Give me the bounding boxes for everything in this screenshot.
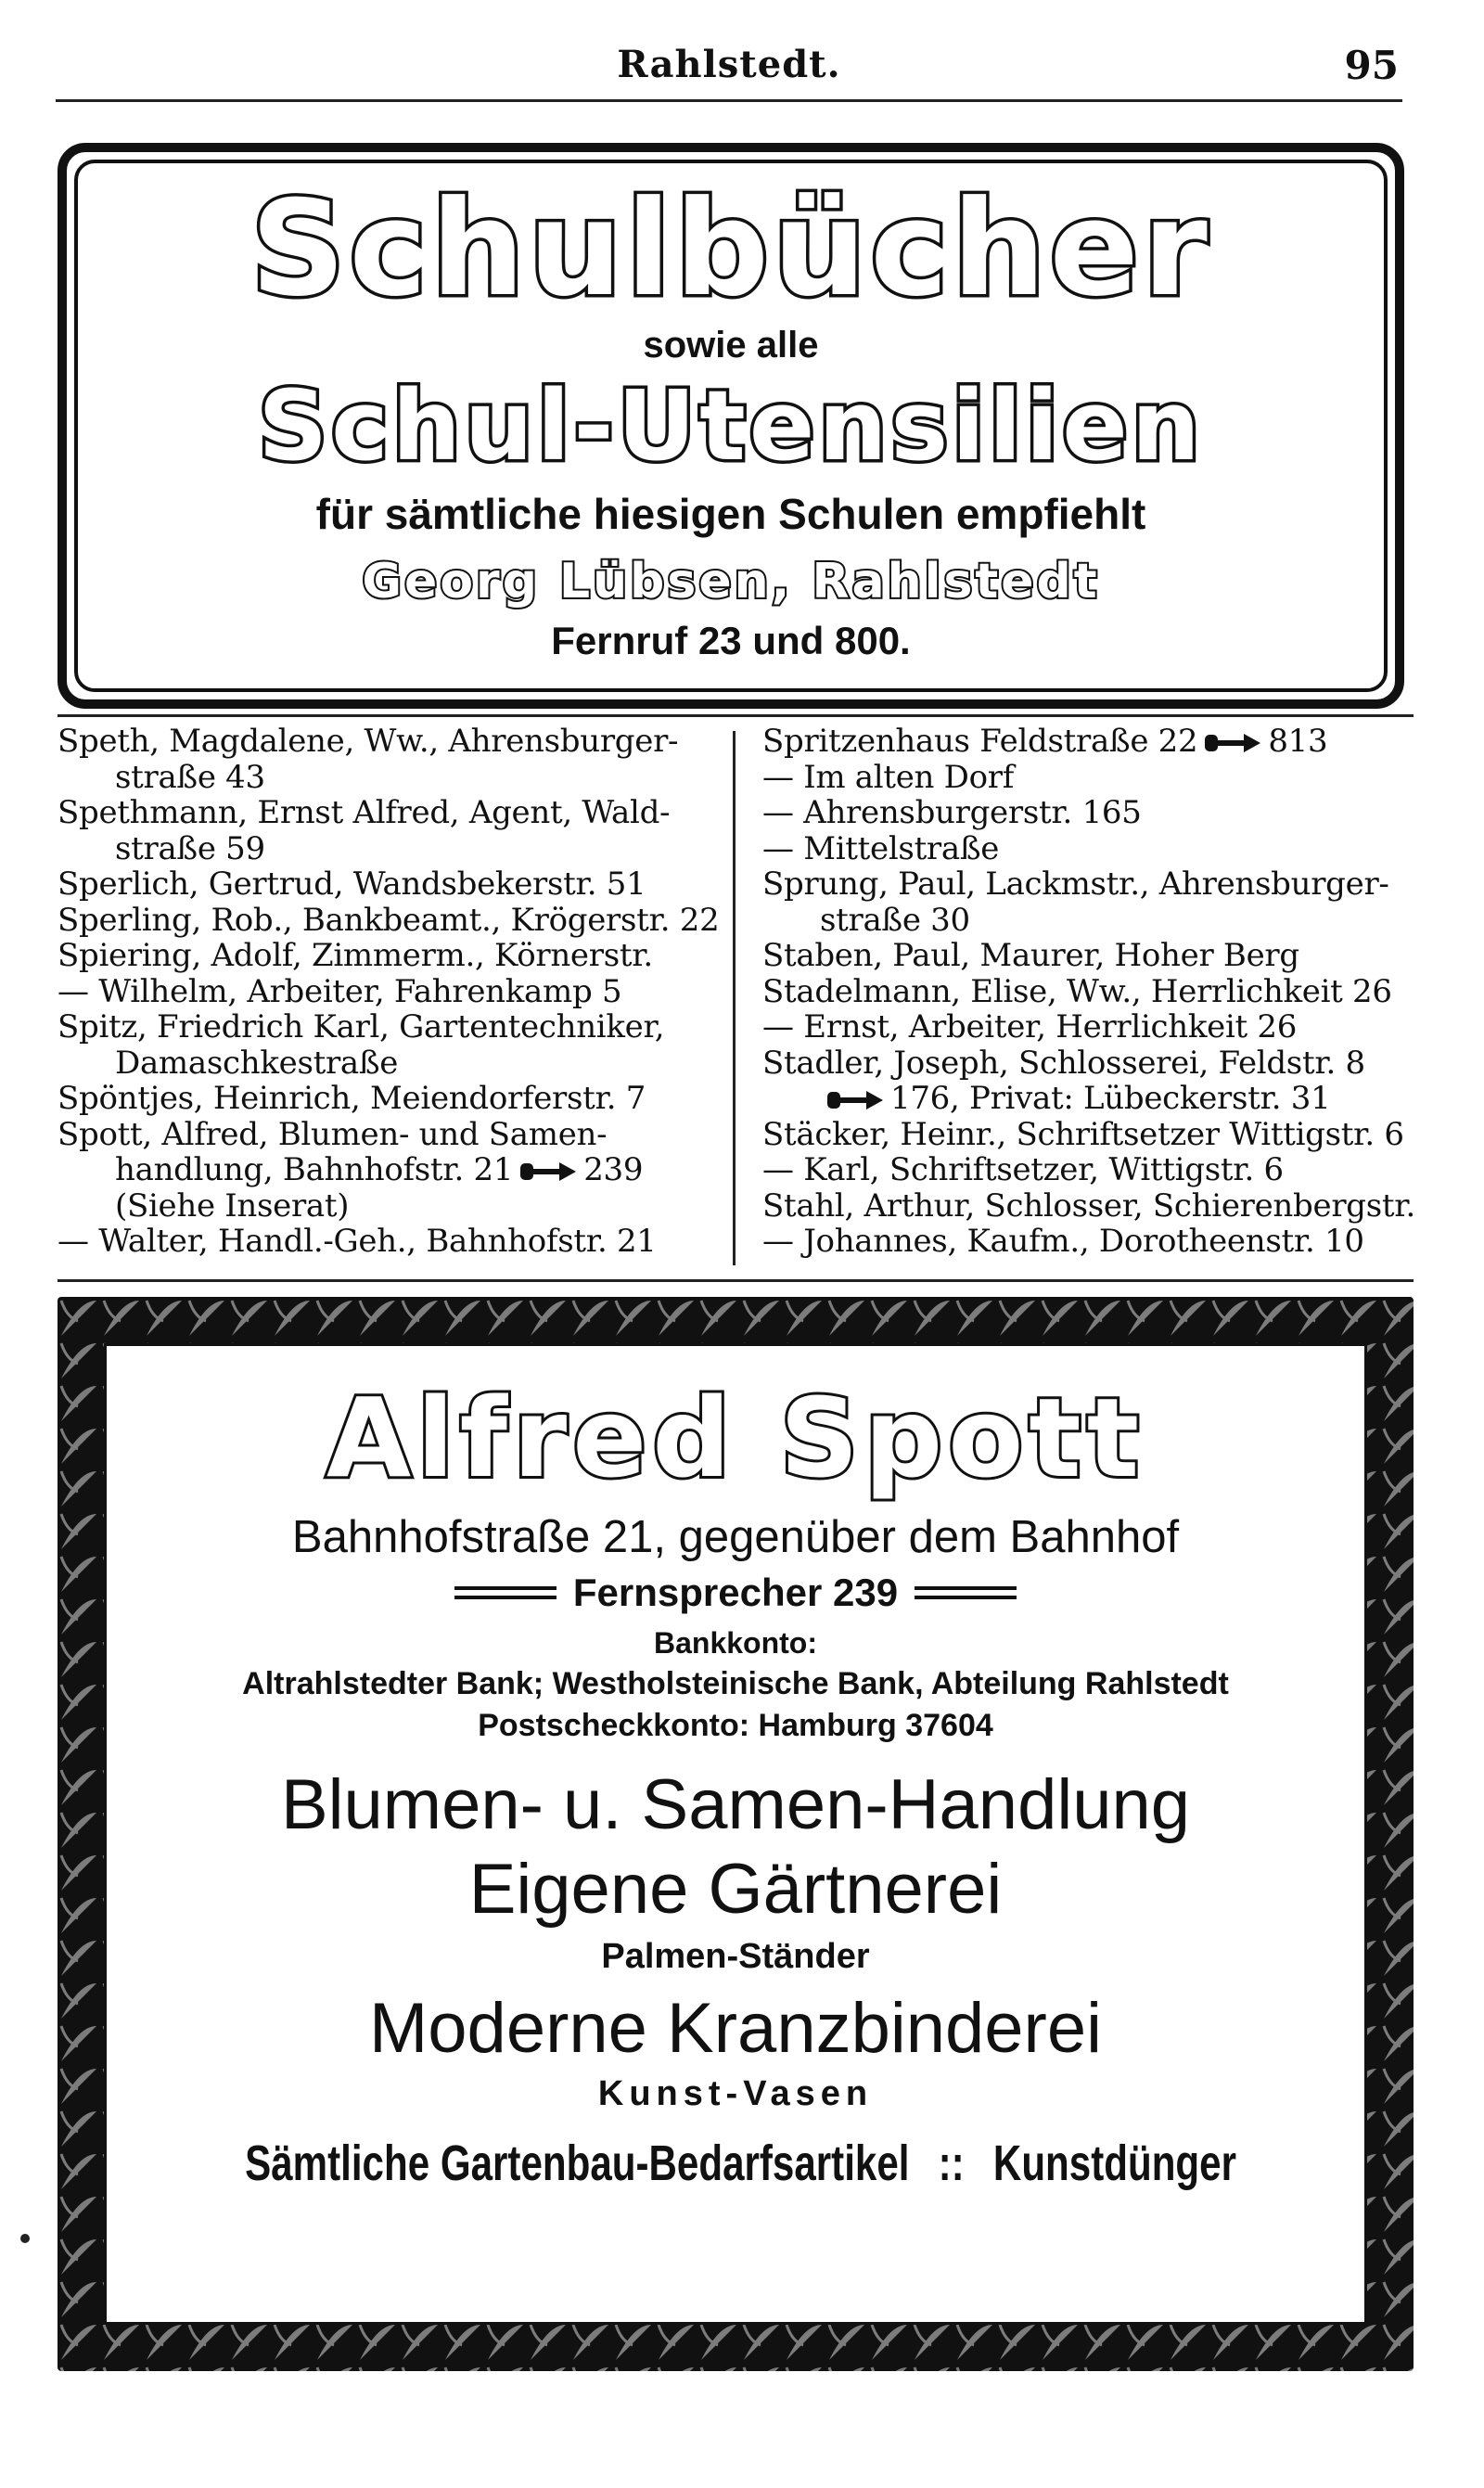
directory-entry	[58, 1117, 727, 1153]
entry-text: Spethmann, Ernst Alfred, Agent, Wald-	[58, 794, 671, 831]
entry-text: Sperling, Rob., Bankbeamt., Krögerstr. 22	[58, 901, 720, 939]
telephone-icon	[518, 1160, 578, 1184]
page-number: 95	[1344, 43, 1399, 88]
entry-text: Staben, Paul, Maurer, Hoher Berg	[762, 937, 1299, 974]
directory-entry	[762, 760, 1412, 796]
ad-bank-label: Bankkonto:	[654, 1626, 817, 1660]
ad-text: für sämtliche hiesigen Schulen empfiehlt	[315, 490, 1146, 538]
directory-entry	[58, 1009, 727, 1045]
directory-entry	[762, 831, 1412, 867]
directory-entry	[762, 1081, 1412, 1117]
entry-text: handlung, Bahnhofstr. 21	[115, 1151, 514, 1188]
telephone-number: 813	[1268, 723, 1328, 760]
column-divider	[733, 731, 736, 1265]
directory-entry	[762, 938, 1412, 974]
directory-entry	[762, 1009, 1412, 1045]
entry-text: Spiering, Adolf, Zimmerm., Körnerstr.	[58, 937, 653, 974]
entry-text: Stäcker, Heinr., Schriftsetzer Wittigstr. 6	[762, 1115, 1404, 1153]
ad-phone-row	[107, 1571, 1364, 1615]
directory-entry	[762, 1045, 1412, 1082]
entry-text: straße 59	[115, 829, 265, 867]
ad-headline-2: Schul-Utensilien	[258, 369, 1204, 482]
entry-text: — Walter, Handl.-Geh., Bahnhofstr. 21	[58, 1223, 657, 1260]
entry-text: straße 43	[115, 758, 265, 796]
entry-text: Spitz, Friedrich Karl, Gartentechniker,	[58, 1008, 665, 1045]
entry-text: Damaschkestraße	[115, 1044, 399, 1082]
directory-entry	[58, 1224, 727, 1260]
directory-entry	[58, 974, 727, 1010]
ad-company: Georg Lübsen, Rahlstedt	[362, 554, 1100, 609]
entry-text: Sprung, Paul, Lackmstr., Ahrensburger-	[762, 866, 1389, 903]
directory-rule-top	[58, 714, 1414, 717]
directory-entry	[58, 831, 727, 867]
entry-text: Stahl, Arthur, Schlosser, Schierenbergstr.	[762, 1186, 1415, 1225]
ad-address: Bahnhofstraße 21, gegenüber dem Bahnhof	[291, 1512, 1180, 1562]
running-title: Rahlstedt.	[617, 43, 841, 86]
double-rule-right	[915, 1586, 1017, 1599]
ad-line-blumen: Blumen- u. Samen-Handlung	[280, 1765, 1191, 1844]
directory-entry	[58, 724, 727, 760]
directory-entry	[762, 1186, 1415, 1225]
entry-text: Spritzenhaus Feldstraße 22	[762, 723, 1198, 760]
directory-entry	[58, 866, 727, 903]
entry-text: straße 30	[820, 901, 970, 939]
ad-footer	[245, 2135, 1236, 2192]
ad-line-kranz: Moderne Kranzbinderei	[368, 1989, 1103, 2068]
ad-line-palmen: Palmen-Ständer	[601, 1937, 870, 1976]
stray-mark	[20, 2234, 30, 2243]
entry-text: — Karl, Schriftsetzer, Wittigstr. 6	[762, 1151, 1284, 1188]
telephone-number: 239	[583, 1151, 644, 1188]
entry-text: Sperlich, Gertrud, Wandsbekerstr. 51	[58, 866, 646, 903]
advertisement-schulbuecher	[58, 143, 1404, 709]
ad-footer-right: Kunstdünger	[992, 2135, 1236, 2191]
entry-text: — Ernst, Arbeiter, Herrlichkeit 26	[762, 1008, 1298, 1045]
directory-entry	[58, 1045, 727, 1082]
ad-postcheck: Postscheckkonto: Hamburg 37604	[478, 1708, 993, 1743]
directory-entry	[762, 724, 1412, 760]
directory-entry	[58, 795, 727, 831]
directory-column-right	[762, 723, 1415, 1260]
directory-entry	[58, 1152, 727, 1188]
directory-entry	[762, 1152, 1412, 1188]
double-rule-left	[454, 1586, 556, 1599]
ad-line-vasen: Kunst-Vasen	[597, 2074, 874, 2113]
entry-text: 176, Privat: Lübeckerstr. 31	[890, 1080, 1331, 1117]
directory-entry	[58, 1188, 727, 1225]
entry-text: Spöntjes, Heinrich, Meiendorferstr. 7	[58, 1080, 646, 1117]
ad-content	[107, 1374, 1364, 2192]
ad-headline: Alfred Spott	[326, 1374, 1145, 1502]
ad-inner-panel	[104, 1343, 1367, 2325]
directory-rule-bottom	[58, 1279, 1414, 1282]
entry-text: Speth, Magdalene, Ww., Ahrensburger-	[58, 723, 679, 760]
directory-entry	[58, 903, 727, 939]
directory-entry	[762, 974, 1412, 1010]
directory-entry	[762, 1224, 1412, 1260]
directory-entry	[762, 1117, 1412, 1153]
ad-subline: sowie alle	[643, 325, 819, 366]
entry-text: — Mittelstraße	[762, 829, 1000, 867]
directory-entry	[762, 866, 1412, 903]
advertisement-alfred-spott	[58, 1297, 1414, 2371]
entry-text: Stadler, Joseph, Schlosserei, Feldstr. 8	[762, 1044, 1365, 1082]
directory-entry	[762, 903, 1412, 939]
entry-text: — Wilhelm, Arbeiter, Fahrenkamp 5	[58, 972, 622, 1010]
entry-text: Spott, Alfred, Blumen- und Samen-	[58, 1115, 608, 1153]
ad-footer-separator: ::	[938, 2135, 965, 2191]
directory-entry	[58, 938, 727, 974]
telephone-icon	[825, 1088, 885, 1112]
ad-banks: Altrahlstedter Bank; Westholsteinische Bank, Abteilung Rahlstedt	[242, 1666, 1229, 1701]
directory-entry	[762, 795, 1412, 831]
entry-text: — Ahrensburgerstr. 165	[762, 794, 1142, 831]
entry-text: Stadelmann, Elise, Ww., Herrlichkeit 26	[762, 972, 1392, 1010]
page-header	[56, 32, 1402, 102]
header-rule	[56, 99, 1402, 102]
ad-phone: Fernruf 23 und 800.	[551, 619, 911, 662]
entry-text: — Johannes, Kaufm., Dorotheenstr. 10	[762, 1223, 1364, 1260]
telephone-icon	[1203, 731, 1262, 755]
directory-entry	[58, 1081, 727, 1117]
ad-line-gaertnerei: Eigene Gärtnerei	[468, 1850, 1003, 1929]
entry-text: (Siehe Inserat)	[115, 1186, 350, 1225]
directory-listing	[58, 714, 1414, 1282]
entry-text: — Im alten Dorf	[762, 758, 1014, 796]
ad-phone: Fernsprecher 239	[572, 1571, 899, 1614]
ad-footer-left: Sämtliche Gartenbau-Bedarfsartikel	[245, 2135, 910, 2191]
ad-headline: Schulbücher	[250, 173, 1211, 326]
ad-content	[95, 173, 1367, 663]
directory-column-left	[58, 724, 727, 1260]
directory-entry	[58, 760, 727, 796]
